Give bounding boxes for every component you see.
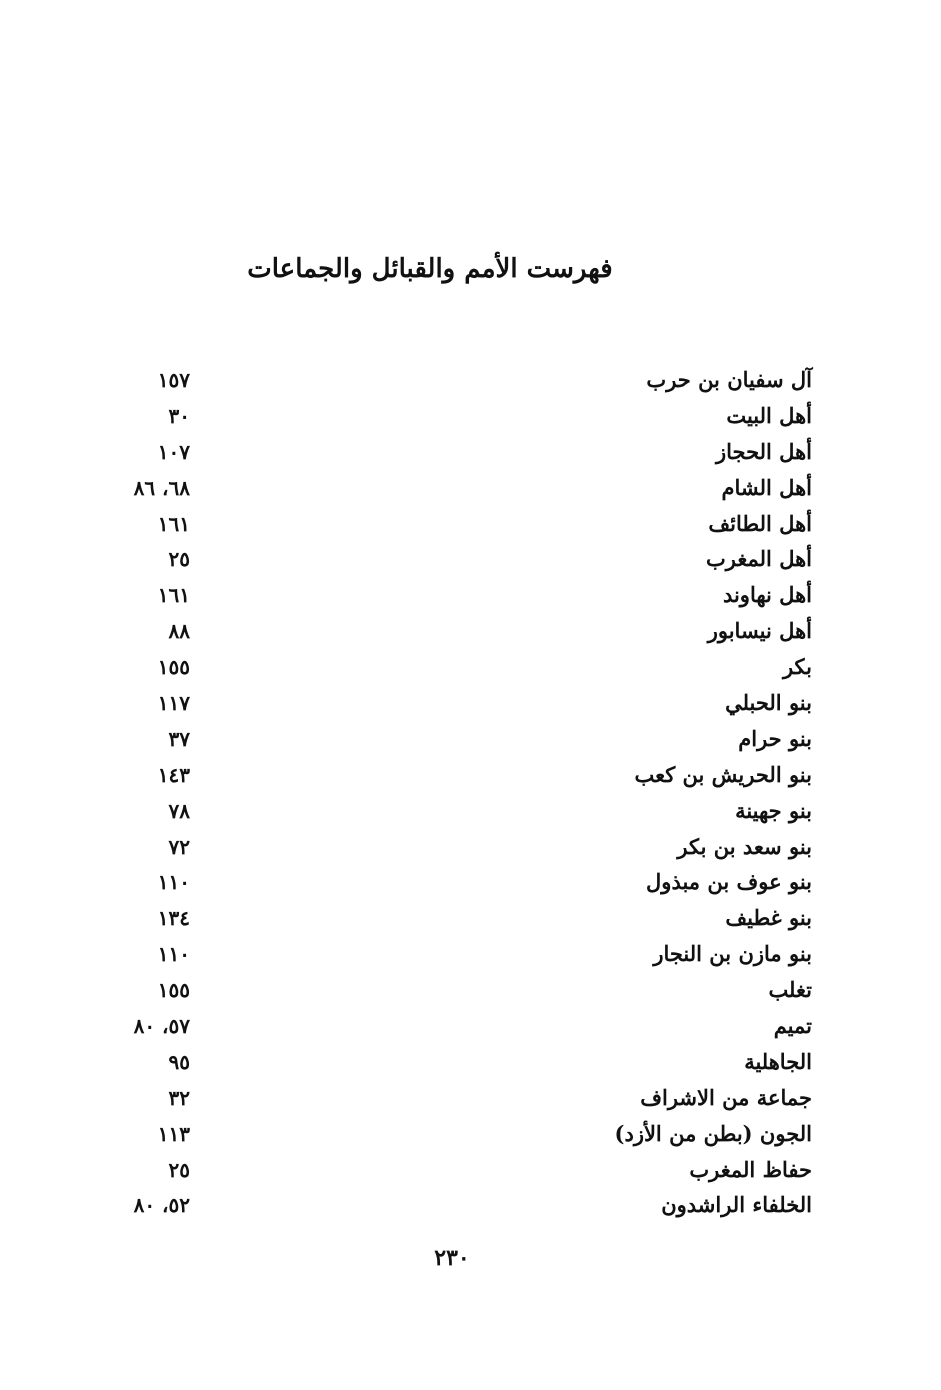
entry-name: بنو حرام bbox=[738, 725, 812, 751]
entry-page-numbers: ١٤٣ bbox=[157, 762, 190, 787]
entry-name: أهل نهاوند bbox=[722, 582, 812, 608]
index-entry bbox=[100, 1080, 812, 1116]
entry-name: الخلفاء الراشدون bbox=[661, 1192, 812, 1218]
entry-page-numbers: ٣٠ bbox=[168, 403, 190, 428]
entry-name: تغلب bbox=[768, 977, 812, 1003]
index-entry bbox=[100, 1008, 812, 1044]
entry-name: جماعة من الاشراف bbox=[640, 1084, 812, 1110]
entry-name: أهل الحجاز bbox=[715, 438, 812, 464]
index-entry bbox=[100, 1044, 812, 1080]
index-entry bbox=[100, 900, 812, 936]
entry-name: بكر bbox=[782, 654, 812, 680]
entry-page-numbers: ٧٨ bbox=[168, 798, 190, 823]
index-entry bbox=[100, 541, 812, 577]
entry-name: أهل نيسابور bbox=[707, 618, 812, 644]
entry-name: آل سفيان بن حرب bbox=[646, 367, 812, 392]
entry-page-numbers: ٧٢ bbox=[168, 834, 190, 859]
entry-page-numbers: ٢٥ bbox=[168, 1157, 190, 1182]
entry-page-numbers: ١٣٤ bbox=[157, 906, 190, 931]
entry-page-numbers: ١٦١ bbox=[157, 511, 190, 536]
entry-page-numbers: ٨٨ bbox=[168, 619, 190, 644]
entry-name: الجاهلية bbox=[744, 1048, 812, 1074]
index-entry bbox=[100, 1187, 812, 1223]
index-entry bbox=[100, 362, 812, 398]
entry-name: بنو عوف بن مبذول bbox=[646, 869, 812, 895]
entry-page-numbers: ١١٠ bbox=[157, 942, 190, 967]
index-entry bbox=[100, 506, 812, 542]
entry-page-numbers: ١٥٧ bbox=[157, 368, 190, 392]
index-entry bbox=[100, 936, 812, 972]
entry-page-numbers: ١٥٥ bbox=[157, 655, 190, 680]
page-number: ٢٣٠ bbox=[434, 1245, 470, 1271]
entry-name: بنو غطيف bbox=[725, 905, 812, 931]
entry-page-numbers: ٩٥ bbox=[168, 1049, 190, 1074]
entry-name: الجون (بطن من الأزد) bbox=[614, 1120, 812, 1146]
index-entry bbox=[100, 972, 812, 1008]
index-entry bbox=[100, 864, 812, 900]
index-entry bbox=[100, 434, 812, 470]
entry-page-numbers: ١١٠ bbox=[157, 870, 190, 895]
entry-name: بنو الحريش بن كعب bbox=[634, 761, 812, 787]
index-entry bbox=[100, 577, 812, 613]
index-entry bbox=[100, 1152, 812, 1188]
index-entry bbox=[100, 829, 812, 865]
entry-name: أهل الطائف bbox=[708, 510, 812, 536]
entry-page-numbers: ٣٢ bbox=[168, 1085, 190, 1110]
entry-name: حفاظ المغرب bbox=[689, 1156, 812, 1182]
entry-page-numbers: ١١٣ bbox=[157, 1121, 190, 1146]
entry-name: أهل الشام bbox=[721, 474, 812, 500]
entry-name: بنو مازن بن النجار bbox=[653, 941, 812, 967]
index-entry bbox=[100, 685, 812, 721]
entry-page-numbers: ٥٢، ٨٠ bbox=[133, 1193, 190, 1218]
entry-name: بنو جهينة bbox=[735, 797, 812, 823]
index-entry bbox=[100, 1116, 812, 1152]
entry-page-numbers: ٦٨، ٨٦ bbox=[133, 475, 190, 500]
entry-page-numbers: ٢٥ bbox=[168, 547, 190, 572]
entry-page-numbers: ٣٧ bbox=[168, 726, 190, 751]
index-entry bbox=[100, 721, 812, 757]
index-entry bbox=[100, 757, 812, 793]
entry-page-numbers: ١٦١ bbox=[157, 583, 190, 608]
entry-name: بنو سعد بن بكر bbox=[677, 833, 812, 859]
page-title: فهرست الأمم والقبائل والجماعات bbox=[247, 254, 613, 285]
entry-page-numbers: ١٥٥ bbox=[157, 978, 190, 1003]
entry-page-numbers: ٥٧، ٨٠ bbox=[133, 1014, 190, 1039]
index-entry bbox=[100, 649, 812, 685]
entry-name: أهل البيت bbox=[726, 402, 812, 428]
index-entry bbox=[100, 398, 812, 434]
index-entry bbox=[100, 793, 812, 829]
index-list bbox=[100, 362, 812, 1223]
entry-name: أهل المغرب bbox=[706, 546, 812, 572]
entry-page-numbers: ١٠٧ bbox=[157, 439, 190, 464]
index-entry bbox=[100, 470, 812, 506]
index-entry bbox=[100, 613, 812, 649]
entry-name: بنو الحبلي bbox=[725, 690, 812, 716]
entry-page-numbers: ١١٧ bbox=[157, 691, 190, 716]
entry-name: تميم bbox=[773, 1013, 812, 1039]
